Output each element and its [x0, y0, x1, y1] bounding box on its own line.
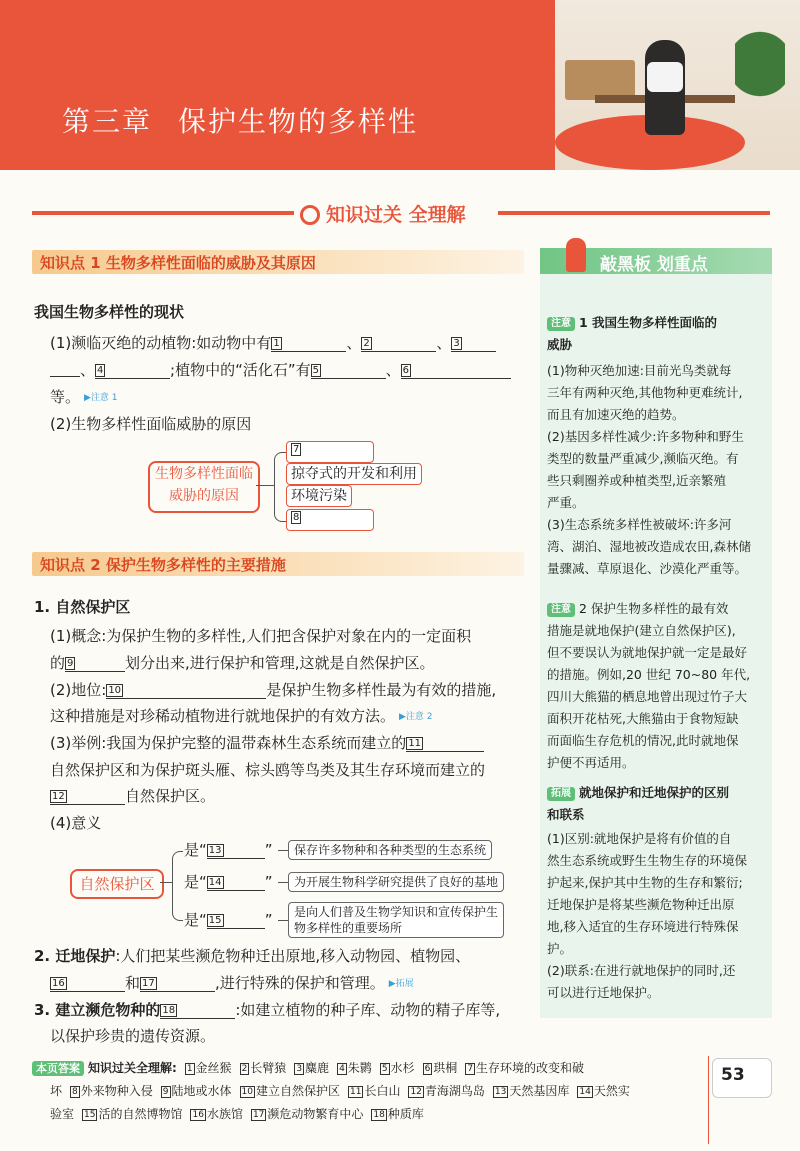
sidebar-line: 护起来,保护其中生物的生存和繁衍; — [547, 875, 743, 890]
section-logo-icon — [300, 205, 320, 225]
answer-item: 6 珙桐 — [424, 1061, 458, 1075]
answer-item: 17 濒危动物繁育中心 — [252, 1107, 364, 1121]
extension-link[interactable]: ▶拓展 — [388, 979, 414, 989]
sidebar-line: 护。 — [547, 941, 573, 956]
blank-6[interactable]: 6 — [401, 362, 511, 379]
blank-13[interactable]: 13 — [207, 842, 265, 859]
blank-5[interactable]: 5 — [311, 362, 386, 379]
answer-item: 1 金丝猴 — [186, 1061, 232, 1075]
answers-tag: 本页答案 — [32, 1061, 84, 1076]
blank-17[interactable]: 17 — [140, 975, 215, 992]
section-title: 知识过关 全理解 — [300, 200, 500, 228]
section-rule-right — [498, 211, 770, 215]
blank-14[interactable]: 14 — [207, 874, 265, 891]
chapter-title: 第三章 保护生物的多样性 — [62, 106, 419, 137]
answer-item: 5 水杉 — [381, 1061, 415, 1075]
sidebar-line: (3)生态系统多样性被破坏:许多河 — [547, 517, 732, 532]
sidebar-line: 地,移入适宜的生存环境进行特殊保 — [547, 919, 739, 934]
nature-reserve-node: 自然保护区 — [70, 869, 164, 899]
answer-item: 4 朱鹮 — [339, 1061, 372, 1075]
side-note1-head: 注意 1 我国生物多样性面临的 — [547, 312, 717, 334]
note-2-link[interactable]: ▶注意 2 — [399, 712, 433, 722]
cause-item-2: 掠夺式的开发和利用 — [286, 463, 422, 485]
blank-9[interactable]: 9 — [65, 655, 125, 672]
kp1-heading: 知识点 1 生物多样性面临的威胁及其原因 — [32, 250, 524, 274]
sidebar-line: 类型的数量严重减少,濒临灭绝。有 — [547, 451, 739, 466]
kp2-t2b: 16 和 17 ,进行特殊的保护和管理。 ▶拓展 — [52, 974, 414, 992]
answer-item: 13 天然基因库 — [494, 1084, 570, 1098]
answer-item: 18 种质库 — [373, 1107, 424, 1121]
sidebar-line: 但不要误认为就地保护就一定是最好 — [547, 645, 748, 660]
side-note2-head: 注意 2 保护生物多样性的最有效 — [547, 598, 728, 620]
kp2-p2b: 这种措施是对珍稀动植物进行就地保护的有效方法。 ▶注意 2 — [50, 707, 433, 725]
kp1-line4: (2)生物多样性面临威胁的原因 — [50, 415, 252, 433]
note-1-link[interactable]: ▶注意 1 — [84, 393, 118, 403]
blank-15[interactable]: 15 — [207, 912, 265, 929]
meaning-desc-1: 保存许多物种和各种类型的生态系统 — [288, 840, 492, 860]
sidebar-line: 迁地保护是将某些濒危物种迁出原 — [547, 897, 735, 912]
answer-item: 15 活的自然博物馆 — [84, 1107, 183, 1121]
answer-item: 11 长白山 — [349, 1084, 401, 1098]
answers-row-1: 本页答案 知识过关全理解: 1 金丝猴 2 长臂猿 3 麋鹿 4 朱鹮 5 水杉 6 珙桐 7 生存环境的改变和破 — [32, 1059, 584, 1076]
kp2-p1a: (1)概念:为保护生物的多样性,人们把含保护对象在内的一定面积 — [50, 627, 472, 645]
sidebar-line: 护便不再适用。 — [547, 755, 635, 770]
answer-item: 16 水族馆 — [192, 1107, 243, 1121]
meaning-1: 是“ 13 ” — [184, 841, 273, 859]
kp1-subtitle: 我国生物多样性的现状 — [34, 303, 185, 321]
threat-cause-node: 生物多样性面临威胁的原因 — [148, 461, 260, 513]
kp2-p3a: (3)举例:我国为保护完整的温带森林生态系统而建立的 11 — [50, 733, 484, 753]
answer-item: 3 麋鹿 — [296, 1061, 330, 1075]
blank-10[interactable]: 10 — [106, 682, 266, 699]
sidebar-line: 量骤减、草原退化、沙漠化严重等。 — [547, 561, 748, 576]
cause-blank-7[interactable]: 7 — [286, 441, 374, 463]
sidebar-line: 的措施。例如,20 世纪 70~80 年代, — [547, 667, 751, 682]
blank-1[interactable]: 1 — [271, 335, 346, 352]
side-note3-head: 拓展 就地保护和迁地保护的区别 — [547, 782, 729, 804]
blank-2[interactable]: 2 — [361, 335, 436, 352]
kp2-p4: (4)意义 — [50, 814, 102, 832]
sidebar-line: 四川大熊猫的栖息地曾出现过竹子大 — [547, 689, 748, 704]
kp1-line1: (1)濒临灭绝的动植物:如动物中有 1 、 2 、 3 — [50, 333, 496, 353]
side-note3-head2: 和联系 — [547, 807, 585, 822]
meaning-desc-3: 是向人们普及生物学知识和宣传保护生 物多样性的重要场所 — [288, 902, 504, 938]
banner-illustration — [555, 0, 800, 170]
page-number: 53 — [712, 1058, 772, 1098]
answer-item: 8 外来物种入侵 — [72, 1084, 153, 1098]
kp2-p1b: 的 9 划分出来,进行保护和管理,这就是自然保护区。 — [50, 654, 435, 672]
sidebar-header: 敲黑板 划重点 — [540, 248, 772, 274]
answer-item: 10 建立自然保护区 — [241, 1084, 340, 1098]
kp2-p3b: 自然保护区和为保护斑头雁、棕头鸥等鸟类及其生存环境而建立的 — [50, 761, 486, 779]
sidebar-figure-icon — [566, 238, 586, 272]
sidebar-line: (2)基因多样性减少:许多物种和野生 — [547, 429, 744, 444]
section-rule-left — [32, 211, 294, 215]
answer-item: 14 天然实 — [579, 1084, 630, 1098]
sidebar-line: 三年有两种灭绝,其他物种更难统计, — [547, 385, 743, 400]
sidebar-line: 湾、湖泊、湿地被改造成农田,森林储 — [547, 539, 751, 554]
kp2-p3c: 12 自然保护区。 — [52, 787, 216, 805]
sidebar-line: (2)联系:在进行就地保护的同时,还 — [547, 963, 736, 978]
kp2-h1: 1. 自然保护区 — [34, 598, 131, 616]
meaning-2: 是“ 14 ” — [184, 873, 273, 891]
sidebar-line: 些只剩圈养或种植类型,近亲繁殖 — [547, 473, 726, 488]
answer-item: 12 青海湖鸟岛 — [410, 1084, 485, 1098]
blank-3[interactable]: 3 — [451, 335, 496, 352]
cause-blank-8[interactable]: 8 — [286, 509, 374, 531]
kp2-p2a: (2)地位: 10 是保护生物多样性最为有效的措施, — [50, 681, 497, 699]
kp2-heading: 知识点 2 保护生物多样性的主要措施 — [32, 552, 524, 576]
sidebar-line: 可以进行迁地保护。 — [547, 985, 660, 1000]
blank-12[interactable]: 12 — [50, 788, 125, 805]
side-note1-head2: 威胁 — [547, 337, 573, 352]
blank-16[interactable]: 16 — [50, 975, 125, 992]
blank-4[interactable]: 4 — [95, 362, 170, 379]
brace-2 — [172, 851, 183, 921]
kp1-line2: 、 4 ;植物中的“活化石”有 5 、 6 — [50, 360, 511, 380]
kp2-h3: 3. 建立濒危物种的 18 :如建立植物的种子库、动物的精子库等, — [34, 1001, 501, 1019]
sidebar-line: 而且有加速灭绝的趋势。 — [547, 407, 685, 422]
sidebar-line: (1)物种灭绝加速:目前光鸟类就每 — [547, 363, 732, 378]
blank-11[interactable]: 11 — [406, 735, 484, 752]
sidebar-line: 面积开花枯死,大熊猫由于食物短缺 — [547, 711, 739, 726]
answer-item: 7 生存环境的改变和破 — [467, 1061, 585, 1075]
cause-item-3: 环境污染 — [286, 485, 352, 507]
answers-row-3: 验室 15 活的自然博物馆 16 水族馆 17 濒危动物繁育中心 18 种质库 — [50, 1107, 424, 1121]
kp2-h2: 2. 迁地保护:人们把某些濒危物种迁出原地,移入动物园、植物园、 — [34, 947, 471, 965]
kp1-line3: 等。 ▶注意 1 — [50, 388, 118, 406]
sidebar-line: 然生态系统或野生生物生存的环境保 — [547, 853, 748, 868]
answer-item: 9 陆地或水体 — [162, 1084, 232, 1098]
kp2-t3b: 以保护珍贵的遗传资源。 — [50, 1027, 216, 1045]
sidebar-line: 严重。 — [547, 495, 585, 510]
meaning-3: 是“ 15 ” — [184, 911, 273, 929]
answers-row-2: 坏 8 外来物种入侵 9 陆地或水体 10 建立自然保护区 11 长白山 12 青海湖鸟岛 13 天然基因库 14 天然实 — [50, 1084, 630, 1098]
blank-18[interactable]: 18 — [160, 1002, 235, 1019]
meaning-desc-2: 为开展生物科学研究提供了良好的基地 — [288, 872, 504, 892]
sidebar-line: 而面临生存危机的情况,此时就地保 — [547, 733, 739, 748]
sidebar-line: (1)区别:就地保护是将有价值的自 — [547, 831, 732, 846]
sidebar-line: 措施是就地保护(建立自然保护区), — [547, 623, 736, 638]
answer-item: 2 长臂猿 — [241, 1061, 287, 1075]
